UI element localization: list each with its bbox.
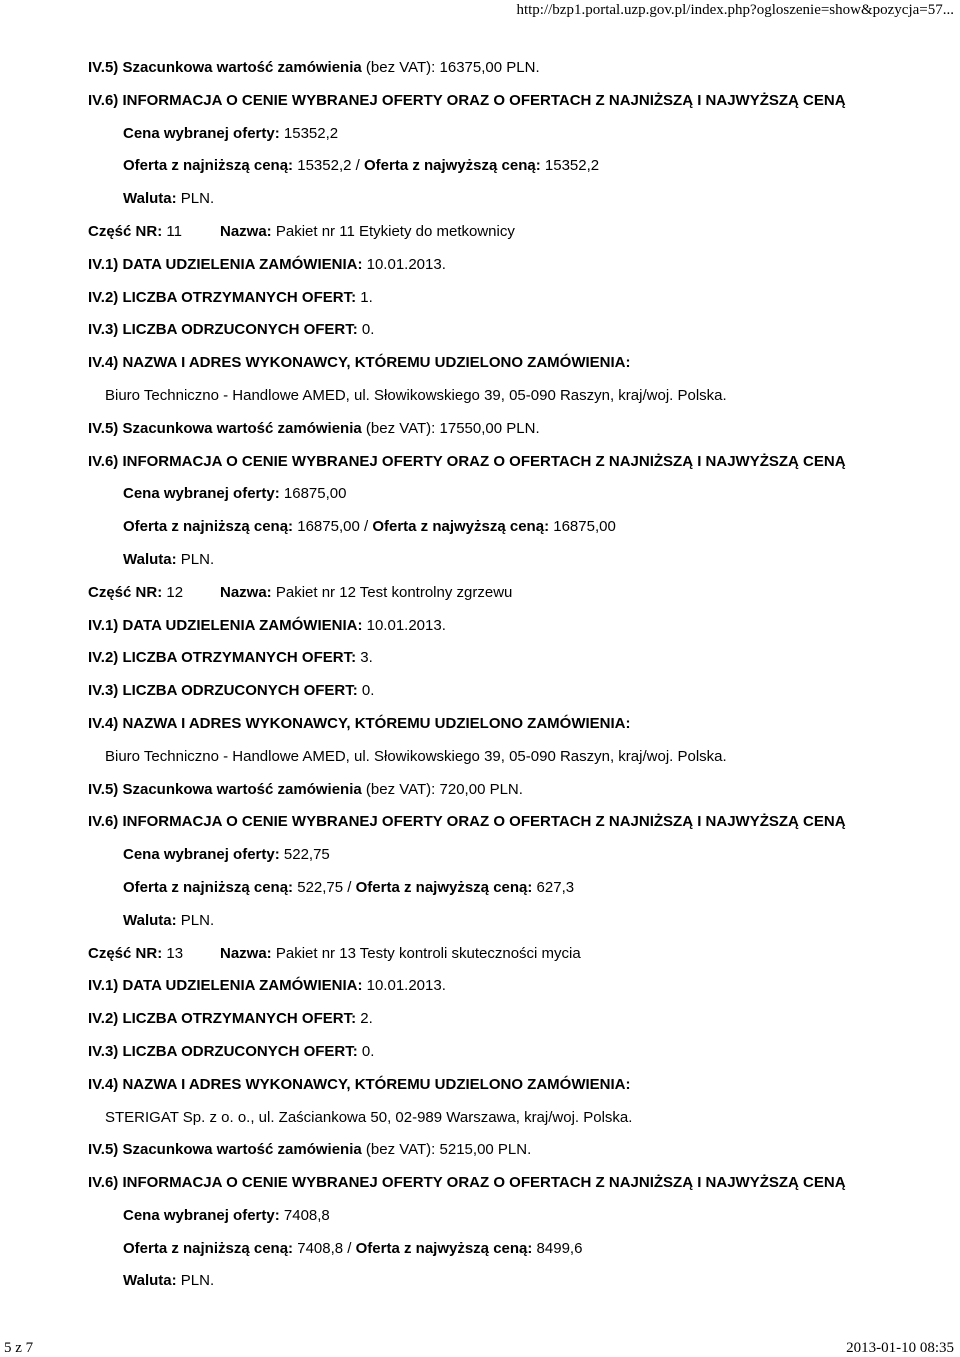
info-cena-heading: IV.6) INFORMACJA O CENIE WYBRANEJ OFERTY ORAZ O OFERTACH Z NAJNIŻSZĄ I NAJWYŻSZĄ CENĄ: [88, 1174, 846, 1192]
najwyzsza-label: Oferta z najwyższą ceną:: [355, 1239, 533, 1257]
bez-vat-label: (bez VAT):: [365, 419, 436, 437]
najwyzsza-value: 15352,2: [544, 157, 600, 175]
szac-label: IV.5) Szacunkowa wartość zamówienia: [88, 1141, 362, 1159]
nazwa-group: [220, 577, 512, 610]
data-udzielenia-label: IV.1) DATA UDZIELENIA ZAMÓWIENIA:: [88, 255, 363, 273]
szac-label: IV.5) Szacunkowa wartość zamówienia: [88, 59, 362, 76]
szac-value: 5215,00 PLN.: [439, 1141, 532, 1159]
document-body: [88, 52, 948, 1298]
liczba-odrzuconych-line: [88, 675, 948, 708]
intro-info-cena-heading: IV.6) INFORMACJA O CENIE WYBRANEJ OFERTY ORAZ O OFERTACH Z NAJNIŻSZĄ I NAJWYŻSZĄ CENĄ: [88, 91, 846, 109]
liczba-odrzuconych-value: 0.: [361, 1042, 375, 1060]
nazwa-value: Pakiet nr 13 Testy kontroli skuteczności mycia: [275, 944, 581, 962]
separator: /: [347, 878, 352, 896]
part-block: [88, 577, 948, 938]
bez-vat-label: (bez VAT):: [365, 1141, 436, 1159]
nazwa-adres-heading: IV.4) NAZWA I ADRES WYKONAWCY, KTÓREMU UDZIELONO ZAMÓWIENIA:: [88, 714, 631, 732]
najnizsza-label: Oferta z najniższą ceną:: [123, 518, 294, 536]
szac-value: 17550,00 PLN.: [439, 419, 540, 437]
czesc-nr-value: 12: [166, 583, 184, 601]
waluta-label: Waluta:: [123, 911, 177, 929]
intro-oferty-line: [88, 150, 948, 183]
cena-wybranej-line: [88, 1200, 948, 1233]
waluta-line: [88, 905, 948, 938]
czesc-nr-label: Część NR:: [88, 222, 163, 240]
part-header-line: [88, 216, 948, 249]
liczba-otrzymanych-value: 2.: [360, 1010, 373, 1028]
liczba-odrzuconych-line: [88, 1036, 948, 1069]
parts-list: [88, 216, 948, 1298]
najwyzsza-value: 8499,6: [536, 1239, 583, 1257]
najnizsza-value: 522,75: [297, 878, 344, 896]
waluta-value: PLN.: [180, 190, 215, 208]
szac-line: [88, 774, 948, 807]
data-udzielenia-value: 10.01.2013.: [366, 977, 446, 995]
info-cena-heading: IV.6) INFORMACJA O CENIE WYBRANEJ OFERTY ORAZ O OFERTACH Z NAJNIŻSZĄ I NAJWYŻSZĄ CENĄ: [88, 452, 846, 470]
najnizsza-value: 15352,2: [297, 157, 352, 175]
oferty-line: [88, 872, 948, 905]
cena-wybranej-line: [88, 839, 948, 872]
nazwa-adres-heading: IV.4) NAZWA I ADRES WYKONAWCY, KTÓREMU UDZIELONO ZAMÓWIENIA:: [88, 1075, 631, 1093]
szac-value: 16375,00 PLN.: [439, 59, 540, 76]
part-header-line: [88, 938, 948, 971]
data-udzielenia-line: [88, 249, 948, 282]
najwyzsza-label: Oferta z najwyższą ceną:: [355, 878, 533, 896]
najwyzsza-value: 16875,00: [553, 518, 616, 536]
waluta-line: [88, 1265, 948, 1298]
czesc-nr-value: 11: [166, 222, 182, 240]
print-date: 2013-01-10 08:35: [846, 1340, 954, 1356]
data-udzielenia-label: IV.1) DATA UDZIELENIA ZAMÓWIENIA:: [88, 977, 363, 995]
separator: /: [355, 157, 360, 175]
najwyzsza-label: Oferta z najwyższą ceną:: [363, 157, 541, 175]
page-number: 5 z 7: [4, 1340, 34, 1356]
waluta-value: PLN.: [180, 911, 215, 929]
nazwa-adres-heading: IV.4) NAZWA I ADRES WYKONAWCY, KTÓREMU UDZIELONO ZAMÓWIENIA:: [88, 354, 631, 372]
waluta-label: Waluta:: [123, 1272, 177, 1290]
liczba-odrzuconych-label: IV.3) LICZBA ODRZUCONYCH OFERT:: [88, 321, 358, 339]
data-udzielenia-label: IV.1) DATA UDZIELENIA ZAMÓWIENIA:: [88, 616, 363, 634]
liczba-otrzymanych-label: IV.2) LICZBA OTRZYMANYCH OFERT:: [88, 649, 357, 667]
najnizsza-label: Oferta z najniższą ceną:: [123, 878, 294, 896]
intro-cena-wybranej-line: [88, 118, 948, 151]
part-header-line: [88, 577, 948, 610]
czesc-nr-value: 13: [166, 944, 184, 962]
data-udzielenia-value: 10.01.2013.: [366, 255, 446, 273]
liczba-odrzuconych-label: IV.3) LICZBA ODRZUCONYCH OFERT:: [88, 682, 358, 700]
bez-vat-label: (bez VAT):: [365, 59, 436, 76]
szac-value: 720,00 PLN.: [439, 780, 523, 798]
liczba-odrzuconych-label: IV.3) LICZBA ODRZUCONYCH OFERT:: [88, 1042, 358, 1060]
waluta-line: [88, 544, 948, 577]
cena-wybranej-label: Cena wybranej oferty:: [123, 1206, 280, 1224]
liczba-otrzymanych-label: IV.2) LICZBA OTRZYMANYCH OFERT:: [88, 288, 357, 306]
cena-wybranej-label: Cena wybranej oferty:: [123, 124, 280, 142]
data-udzielenia-line: [88, 970, 948, 1003]
cena-wybranej-line: [88, 478, 948, 511]
nazwa-label: Nazwa:: [220, 583, 272, 601]
part-block: [88, 216, 948, 577]
najwyzsza-label: Oferta z najwyższą ceną:: [372, 518, 550, 536]
waluta-value: PLN.: [180, 550, 215, 568]
bez-vat-label: (bez VAT):: [365, 780, 436, 798]
nazwa-value: Pakiet nr 12 Test kontrolny zgrzewu: [275, 583, 513, 601]
liczba-otrzymanych-label: IV.2) LICZBA OTRZYMANYCH OFERT:: [88, 1010, 357, 1028]
cena-wybranej-value: 15352,2: [283, 124, 339, 142]
liczba-odrzuconych-value: 0.: [361, 321, 375, 339]
data-udzielenia-value: 10.01.2013.: [366, 616, 446, 634]
najnizsza-value: 7408,8: [297, 1239, 344, 1257]
najnizsza-label: Oferta z najniższą ceną:: [123, 157, 294, 175]
intro-szac-line: [88, 52, 948, 85]
print-header-url: http://bzp1.portal.uzp.gov.pl/index.php?ogloszenie=show&pozycja=57...: [516, 2, 954, 18]
nazwa-label: Nazwa:: [220, 944, 272, 962]
oferty-line: [88, 511, 948, 544]
najwyzsza-value: 627,3: [536, 878, 575, 896]
nazwa-group: [220, 216, 515, 249]
liczba-otrzymanych-line: [88, 642, 948, 675]
nazwa-label: Nazwa:: [220, 222, 272, 240]
liczba-otrzymanych-value: 3.: [360, 649, 373, 667]
wykonawca-line: Biuro Techniczno - Handlowe AMED, ul. Słowikowskiego 39, 05-090 Raszyn, kraj/woj. Polska.: [105, 386, 727, 404]
cena-wybranej-value: 522,75: [283, 846, 330, 864]
liczba-otrzymanych-line: [88, 282, 948, 315]
cena-wybranej-value: 16875,00: [283, 485, 347, 503]
czesc-nr-label: Część NR:: [88, 944, 163, 962]
waluta-label: Waluta:: [123, 550, 177, 568]
cena-wybranej-value: 7408,8: [283, 1206, 330, 1224]
liczba-odrzuconych-value: 0.: [361, 682, 375, 700]
cena-wybranej-label: Cena wybranej oferty:: [123, 846, 280, 864]
data-udzielenia-line: [88, 610, 948, 643]
wykonawca-line: STERIGAT Sp. z o. o., ul. Zaściankowa 50, 02-989 Warszawa, kraj/woj. Polska.: [105, 1108, 633, 1126]
nazwa-value: Pakiet nr 11 Etykiety do metkownicy: [275, 222, 515, 240]
info-cena-heading: IV.6) INFORMACJA O CENIE WYBRANEJ OFERTY ORAZ O OFERTACH Z NAJNIŻSZĄ I NAJWYŻSZĄ CENĄ: [88, 813, 846, 831]
part-block: [88, 938, 948, 1299]
najnizsza-label: Oferta z najniższą ceną:: [123, 1239, 294, 1257]
najnizsza-value: 16875,00: [297, 518, 360, 536]
separator: /: [347, 1239, 352, 1257]
szac-line: [88, 413, 948, 446]
waluta-label: Waluta:: [123, 190, 177, 208]
szac-line: [88, 1134, 948, 1167]
cena-wybranej-label: Cena wybranej oferty:: [123, 485, 280, 503]
wykonawca-line: Biuro Techniczno - Handlowe AMED, ul. Słowikowskiego 39, 05-090 Raszyn, kraj/woj. Polska.: [105, 747, 727, 765]
waluta-value: PLN.: [180, 1272, 215, 1290]
czesc-nr-label: Część NR:: [88, 583, 163, 601]
oferty-line: [88, 1233, 948, 1266]
liczba-otrzymanych-value: 1.: [360, 288, 373, 306]
intro-waluta-line: [88, 183, 948, 216]
nazwa-group: [220, 938, 581, 971]
liczba-otrzymanych-line: [88, 1003, 948, 1036]
szac-label: IV.5) Szacunkowa wartość zamówienia: [88, 419, 362, 437]
separator: /: [363, 518, 369, 536]
liczba-odrzuconych-line: [88, 314, 948, 347]
szac-label: IV.5) Szacunkowa wartość zamówienia: [88, 780, 362, 798]
